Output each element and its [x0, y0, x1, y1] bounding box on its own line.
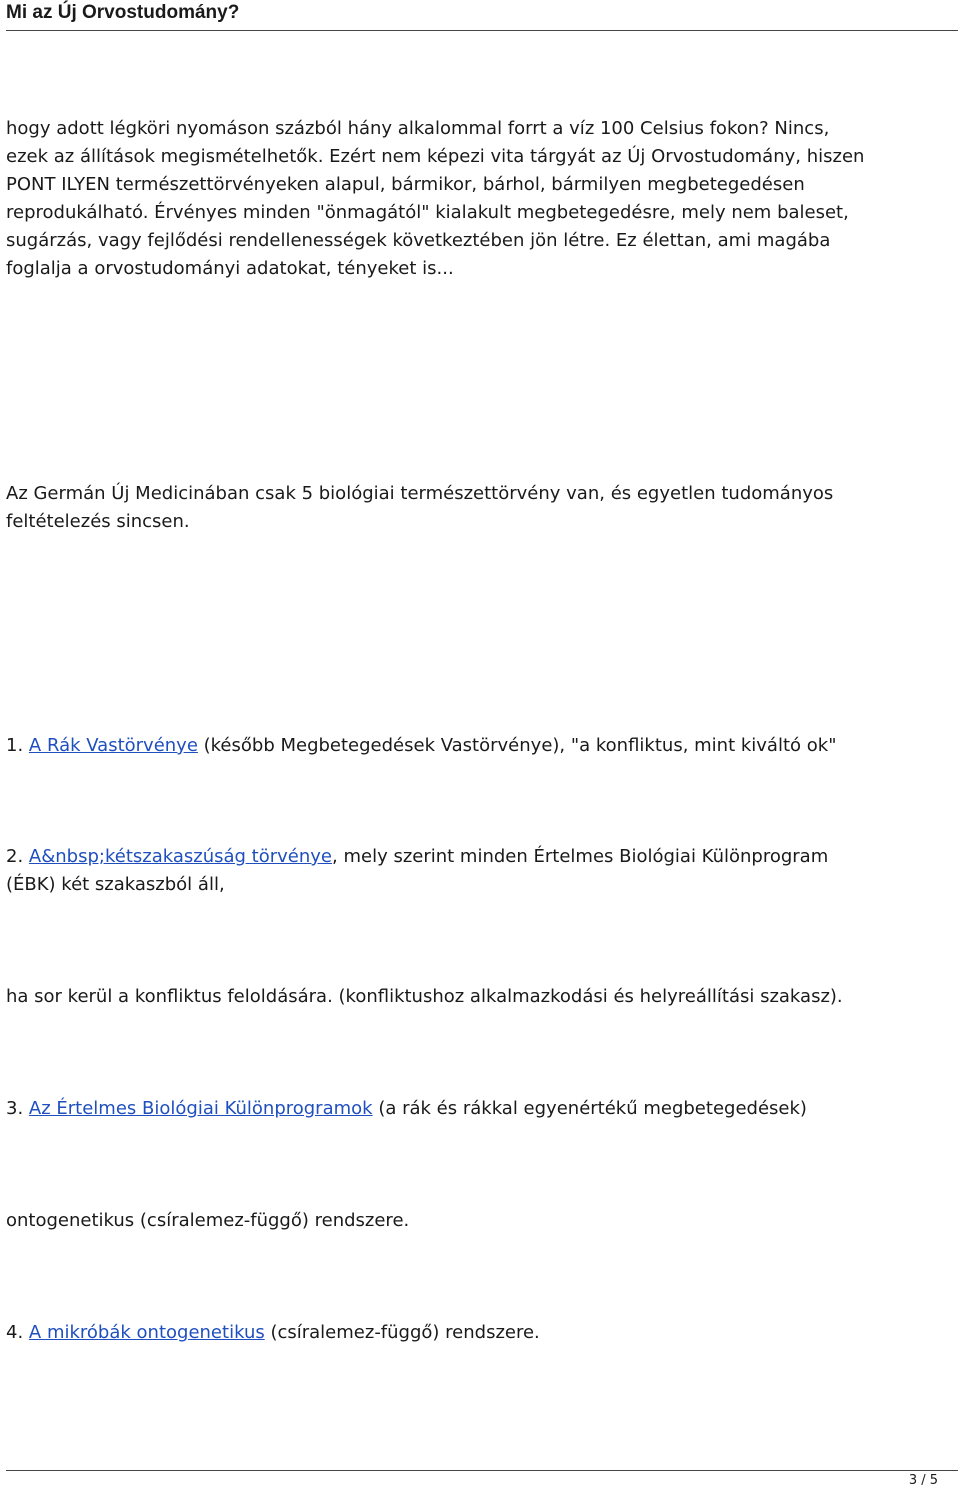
law-description: , mely szerint minden Értelmes Biológiai Különprogram — [332, 846, 829, 867]
paragraph-line: feltételezés sincsen. — [6, 511, 190, 532]
law-item-3 — [6, 1095, 954, 1123]
law-2-continuation: ha sor kerül a konfliktus feloldására. (konfliktushoz alkalmazkodási és helyreállítási szakasz). — [6, 986, 843, 1007]
law-number: 3. — [6, 1098, 24, 1119]
footer-divider — [6, 1470, 958, 1471]
paragraph-line: hogy adott légköri nyomáson százból hány alkalommal forrt a víz 100 Celsius fokon? Nincs, — [6, 118, 830, 139]
header-divider — [6, 30, 958, 31]
law-link-cancer-iron-rule[interactable]: A Rák Vastörvénye — [28, 735, 198, 756]
law-number: 4. — [6, 1322, 24, 1343]
page-title: Mi az Új Orvostudomány? — [6, 2, 240, 23]
law-description: (később Megbetegedések Vastörvénye), "a konfliktus, mint kiváltó ok" — [197, 735, 837, 756]
law-item-2 — [6, 843, 954, 899]
paragraph-line: reprodukálható. Érvényes minden "önmagától" kialakult megbetegedésre, mely nem baleset, — [6, 202, 849, 223]
paragraph-line: Az Germán Új Medicinában csak 5 biológiai természettörvény van, és egyetlen tudományos — [6, 483, 834, 504]
law-link-two-phase[interactable]: A&nbsp;kétszakaszúság törvénye — [28, 846, 333, 867]
law-description: (csíralemez-függő) rendszere. — [264, 1322, 540, 1343]
law-link-biological-programs[interactable]: Az Értelmes Biológiai Különprogramok — [28, 1098, 373, 1119]
paragraph-line: PONT ILYEN természettörvényeken alapul, bármikor, bárhol, bármilyen megbetegedésen — [6, 174, 805, 195]
paragraph-five-laws — [6, 480, 954, 536]
paragraph-line: foglalja a orvostudományi adatokat, tényeket is... — [6, 258, 454, 279]
paragraph-natural-laws — [6, 115, 954, 283]
paragraph-line: ezek az állítások megismételhetők. Ezért nem képezi vita tárgyát az Új Orvostudomány, hiszen — [6, 146, 865, 167]
law-description: (ÉBK) két szakaszból áll, — [6, 874, 225, 895]
law-item-4 — [6, 1319, 954, 1347]
law-description: (a rák és rákkal egyenértékű megbetegedések) — [372, 1098, 807, 1119]
paragraph-line: sugárzás, vagy fejlődési rendellenességek következtében jön létre. Ez élettan, ami magába — [6, 230, 831, 251]
page-number: 3 / 5 — [908, 1473, 938, 1488]
law-link-microbes[interactable]: A mikróbák ontogenetikus — [28, 1322, 265, 1343]
law-number: 1. — [6, 735, 24, 756]
law-item-1 — [6, 732, 954, 760]
law-3-continuation: ontogenetikus (csíralemez-függő) rendszere. — [6, 1210, 410, 1231]
law-number: 2. — [6, 846, 24, 867]
